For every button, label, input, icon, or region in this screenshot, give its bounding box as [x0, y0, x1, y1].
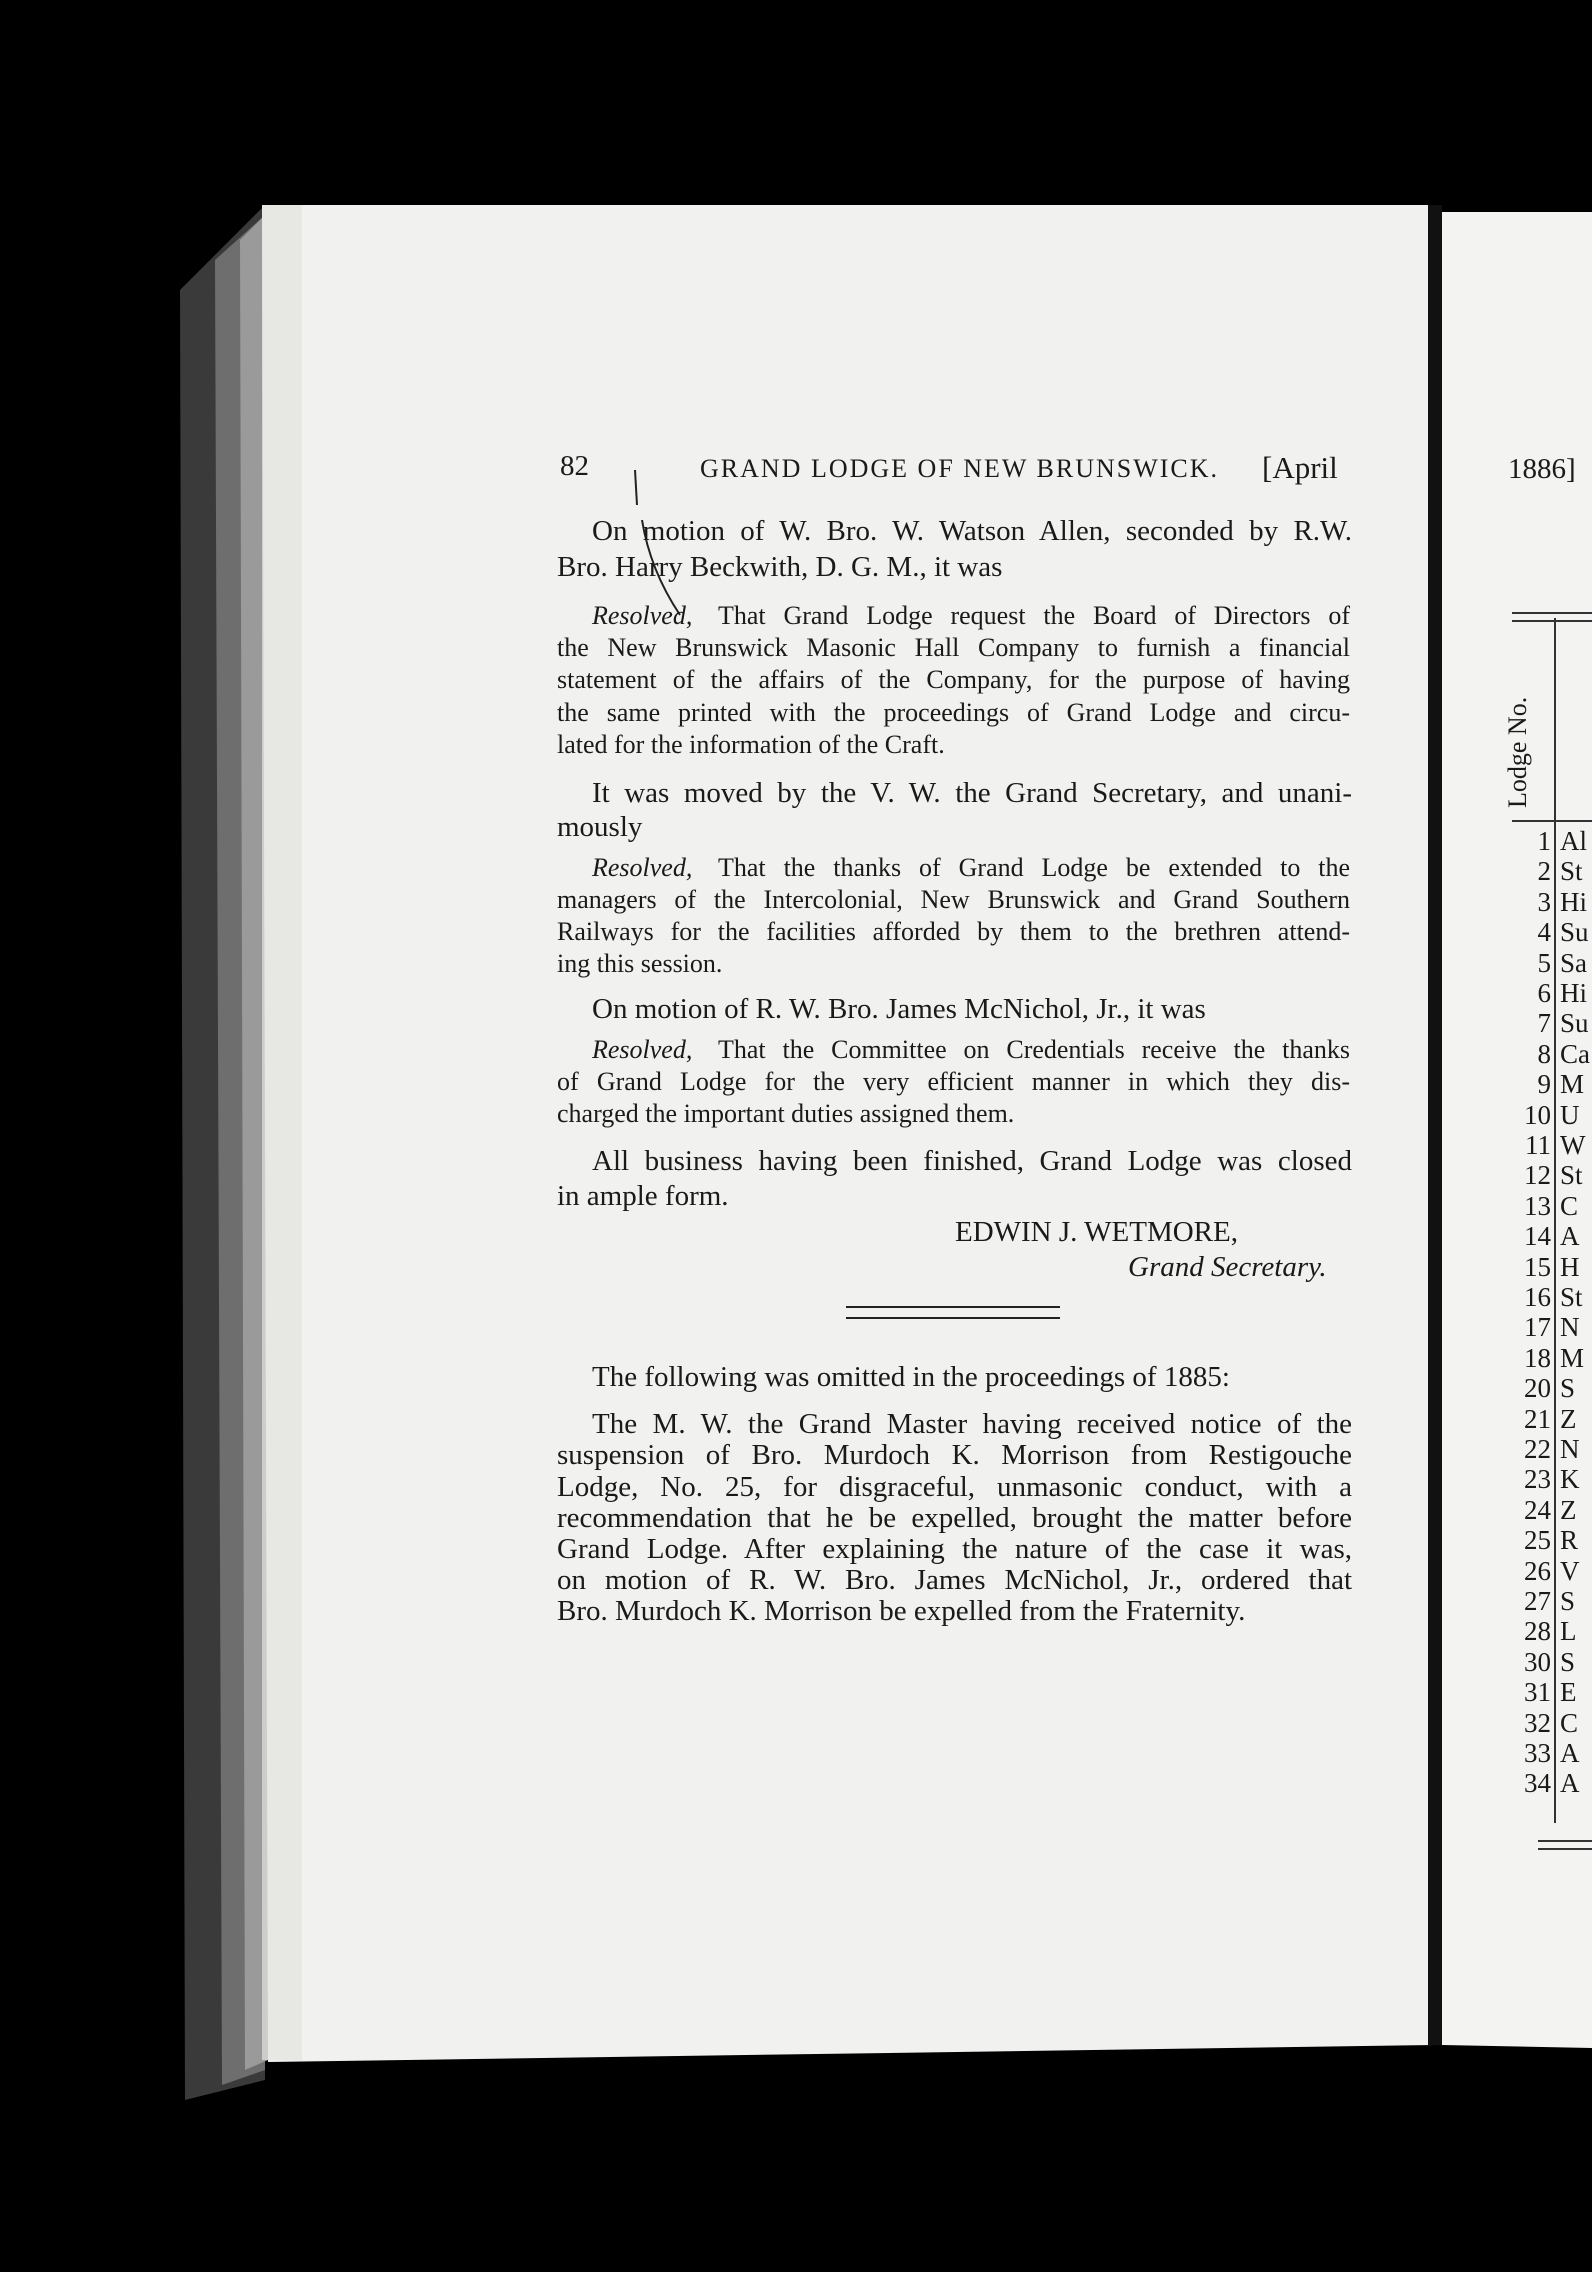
right-table-lodge-number: 21	[1524, 1403, 1551, 1434]
p6-line-1: That the Committee on Credentials receive the thanks	[718, 1035, 1350, 1064]
right-table-lodge-number: 20	[1524, 1373, 1551, 1404]
p1-line-2: Bro. Harry Beckwith, D. G. M., it was	[557, 551, 1003, 583]
right-table-bottom-rule	[1538, 1840, 1592, 1850]
right-table-lodge-number: 28	[1524, 1616, 1551, 1647]
p9-line-3: Lodge, No. 25, for disgraceful, unmasonic conduct, with a	[557, 1471, 1352, 1503]
right-table-lodge-name: S	[1560, 1373, 1576, 1404]
right-table-lodge-name: St	[1560, 856, 1583, 887]
right-table-lodge-name: Z	[1560, 1403, 1577, 1434]
right-table-lodge-name: A	[1560, 1221, 1580, 1252]
p4-line-4: ing this session.	[557, 949, 723, 978]
p6-line-3: charged the important duties assigned them.	[557, 1099, 1015, 1128]
right-table-header: Lodge No.	[1503, 696, 1532, 808]
p9-line-7: Bro. Murdoch K. Morrison be expelled from the Fraternity.	[557, 1595, 1246, 1627]
right-table-lodge-number: 27	[1524, 1586, 1551, 1616]
right-table-lodge-name: Ca	[1560, 1038, 1590, 1069]
p9-line-6: on motion of R. W. Bro. James McNichol, Jr., ordered that	[557, 1564, 1352, 1596]
right-table-header-rule	[1512, 820, 1592, 822]
right-table-lodge-name: C	[1560, 1190, 1579, 1221]
p1-line-1: On motion of W. Bro. W. Watson Allen, seconded by R.W.	[592, 515, 1352, 547]
right-table-lodge-name: Sa	[1560, 947, 1587, 978]
right-table-lodge-number: 18	[1524, 1342, 1551, 1373]
right-table-lodge-number: 4	[1537, 917, 1551, 948]
right-table-lodge-number: 32	[1524, 1707, 1551, 1738]
p3-line-2: mously	[557, 811, 643, 843]
p3-line-1: It was moved by the V. W. the Grand Secretary, and unani-	[592, 777, 1352, 809]
right-table-lodge-number: 15	[1524, 1251, 1551, 1282]
p5-line: On motion of R. W. Bro. James McNichol, Jr., it was	[592, 993, 1206, 1025]
right-table-lodge-name: Su	[1560, 917, 1589, 948]
right-table-lodge-name: S	[1560, 1646, 1576, 1677]
right-table-lodge-number: 10	[1524, 1099, 1551, 1130]
right-table-lodge-name: St	[1560, 1160, 1583, 1191]
right-table-lodge-name: Hi	[1560, 886, 1587, 917]
right-table-lodge-name: M	[1560, 1069, 1585, 1100]
right-table-lodge-number: 3	[1537, 886, 1551, 917]
p2-line-1: That Grand Lodge request the Board of Directors of	[718, 601, 1350, 630]
header-month: [April	[1262, 450, 1338, 485]
p6-line-2: of Grand Lodge for the very efficient manner in which they dis-	[557, 1067, 1350, 1096]
right-table-lodge-name: N	[1560, 1312, 1580, 1343]
right-table-lodge-number: 25	[1524, 1525, 1551, 1556]
p4-line-1: That the thanks of Grand Lodge be extended to the	[718, 853, 1350, 882]
right-table-lodge-name: V	[1560, 1555, 1580, 1586]
right-table-lodge-number: 12	[1524, 1160, 1551, 1191]
right-table-lodge-number: 2	[1537, 856, 1551, 887]
right-table-lodge-number: 6	[1537, 978, 1551, 1008]
p9-line-4: recommendation that he be expelled, brought the matter before	[557, 1502, 1352, 1534]
right-table-lodge-number: 5	[1537, 947, 1551, 978]
right-table-lodge-number: 14	[1524, 1221, 1551, 1252]
right-page-year: 1886]	[1508, 453, 1576, 485]
right-table-lodge-number: 26	[1524, 1555, 1551, 1586]
right-table-lodge-name: A	[1560, 1768, 1580, 1799]
right-table-lodge-name: Z	[1560, 1494, 1577, 1525]
right-table-lodge-number: 11	[1525, 1130, 1551, 1160]
right-table-lodge-name: K	[1560, 1464, 1580, 1495]
p7-line-2: in ample form.	[557, 1180, 729, 1212]
p2-line-2: the New Brunswick Masonic Hall Company to furnish a financial	[557, 633, 1350, 662]
p2-line-3: statement of the affairs of the Company, for the purpose of having	[557, 665, 1350, 694]
p7-line-1: All business having been finished, Grand Lodge was closed	[592, 1145, 1352, 1177]
right-table-lodge-number: 22	[1524, 1434, 1551, 1464]
p9-line-1: The M. W. the Grand Master having received notice of the	[592, 1408, 1352, 1440]
p4-line-3: Railways for the facilities afforded by them to the brethren attend-	[557, 917, 1350, 946]
right-table-lodge-name: U	[1560, 1099, 1580, 1130]
section-divider	[846, 1306, 1060, 1319]
right-table-lodge-number: 33	[1524, 1738, 1551, 1768]
right-table-lodge-name: Al	[1560, 826, 1587, 856]
signature-title: Grand Secretary.	[1128, 1251, 1327, 1283]
right-table-lodge-number: 9	[1537, 1069, 1551, 1100]
right-table-lodge-name: S	[1560, 1586, 1576, 1616]
right-table-lodge-number: 23	[1524, 1464, 1551, 1495]
right-table-lodge-name: Su	[1560, 1008, 1589, 1039]
right-table-lodge-name: C	[1560, 1707, 1579, 1738]
right-table-lodge-number: 31	[1524, 1677, 1551, 1708]
right-table-lodge-name: N	[1560, 1434, 1580, 1464]
right-table-lodge-name: W	[1560, 1130, 1586, 1160]
resolved-label-1: Resolved,	[592, 601, 693, 630]
p2-line-4: the same printed with the proceedings of Grand Lodge and circu-	[557, 698, 1350, 727]
right-table-lodge-name: L	[1560, 1616, 1577, 1647]
page-number: 82	[560, 450, 589, 482]
p8-line: The following was omitted in the proceedings of 1885:	[592, 1361, 1230, 1393]
p4-line-2: managers of the Intercolonial, New Brunswick and Grand Southern	[557, 885, 1350, 914]
right-table-lodge-number: 30	[1524, 1646, 1551, 1677]
resolved-label-3: Resolved,	[592, 1035, 693, 1064]
p9-line-5: Grand Lodge. After explaining the nature of the case it was,	[557, 1533, 1352, 1565]
right-table-lodge-number: 7	[1537, 1008, 1551, 1039]
right-table-lodge-number: 1	[1537, 826, 1551, 856]
right-table-lodge-name: St	[1560, 1282, 1583, 1312]
p2-line-5: lated for the information of the Craft.	[557, 730, 945, 759]
resolved-label-2: Resolved,	[592, 853, 693, 882]
right-table-lodge-name: Hi	[1560, 978, 1587, 1008]
right-table-lodge-name: R	[1560, 1525, 1579, 1556]
p9-line-2: suspension of Bro. Murdoch K. Morrison from Restigouche	[557, 1439, 1352, 1471]
right-table-lodge-number: 34	[1524, 1768, 1551, 1799]
right-table-lodge-name: M	[1560, 1342, 1585, 1373]
right-table-lodge-number: 13	[1524, 1190, 1551, 1221]
right-table-lodge-name: E	[1560, 1677, 1577, 1708]
right-table-lodge-name: A	[1560, 1738, 1580, 1768]
right-table-lodge-number: 24	[1524, 1494, 1551, 1525]
right-table-column-rule	[1554, 618, 1556, 1823]
right-table-lodge-number: 8	[1537, 1038, 1551, 1069]
right-table-top-rule	[1512, 612, 1592, 622]
right-table-lodge-name: H	[1560, 1251, 1580, 1282]
signature-name: EDWIN J. WETMORE,	[955, 1216, 1238, 1248]
right-table-lodge-number: 17	[1524, 1312, 1551, 1343]
right-table-lodge-number: 16	[1524, 1282, 1551, 1312]
running-title: GRAND LODGE OF NEW BRUNSWICK.	[700, 454, 1220, 483]
